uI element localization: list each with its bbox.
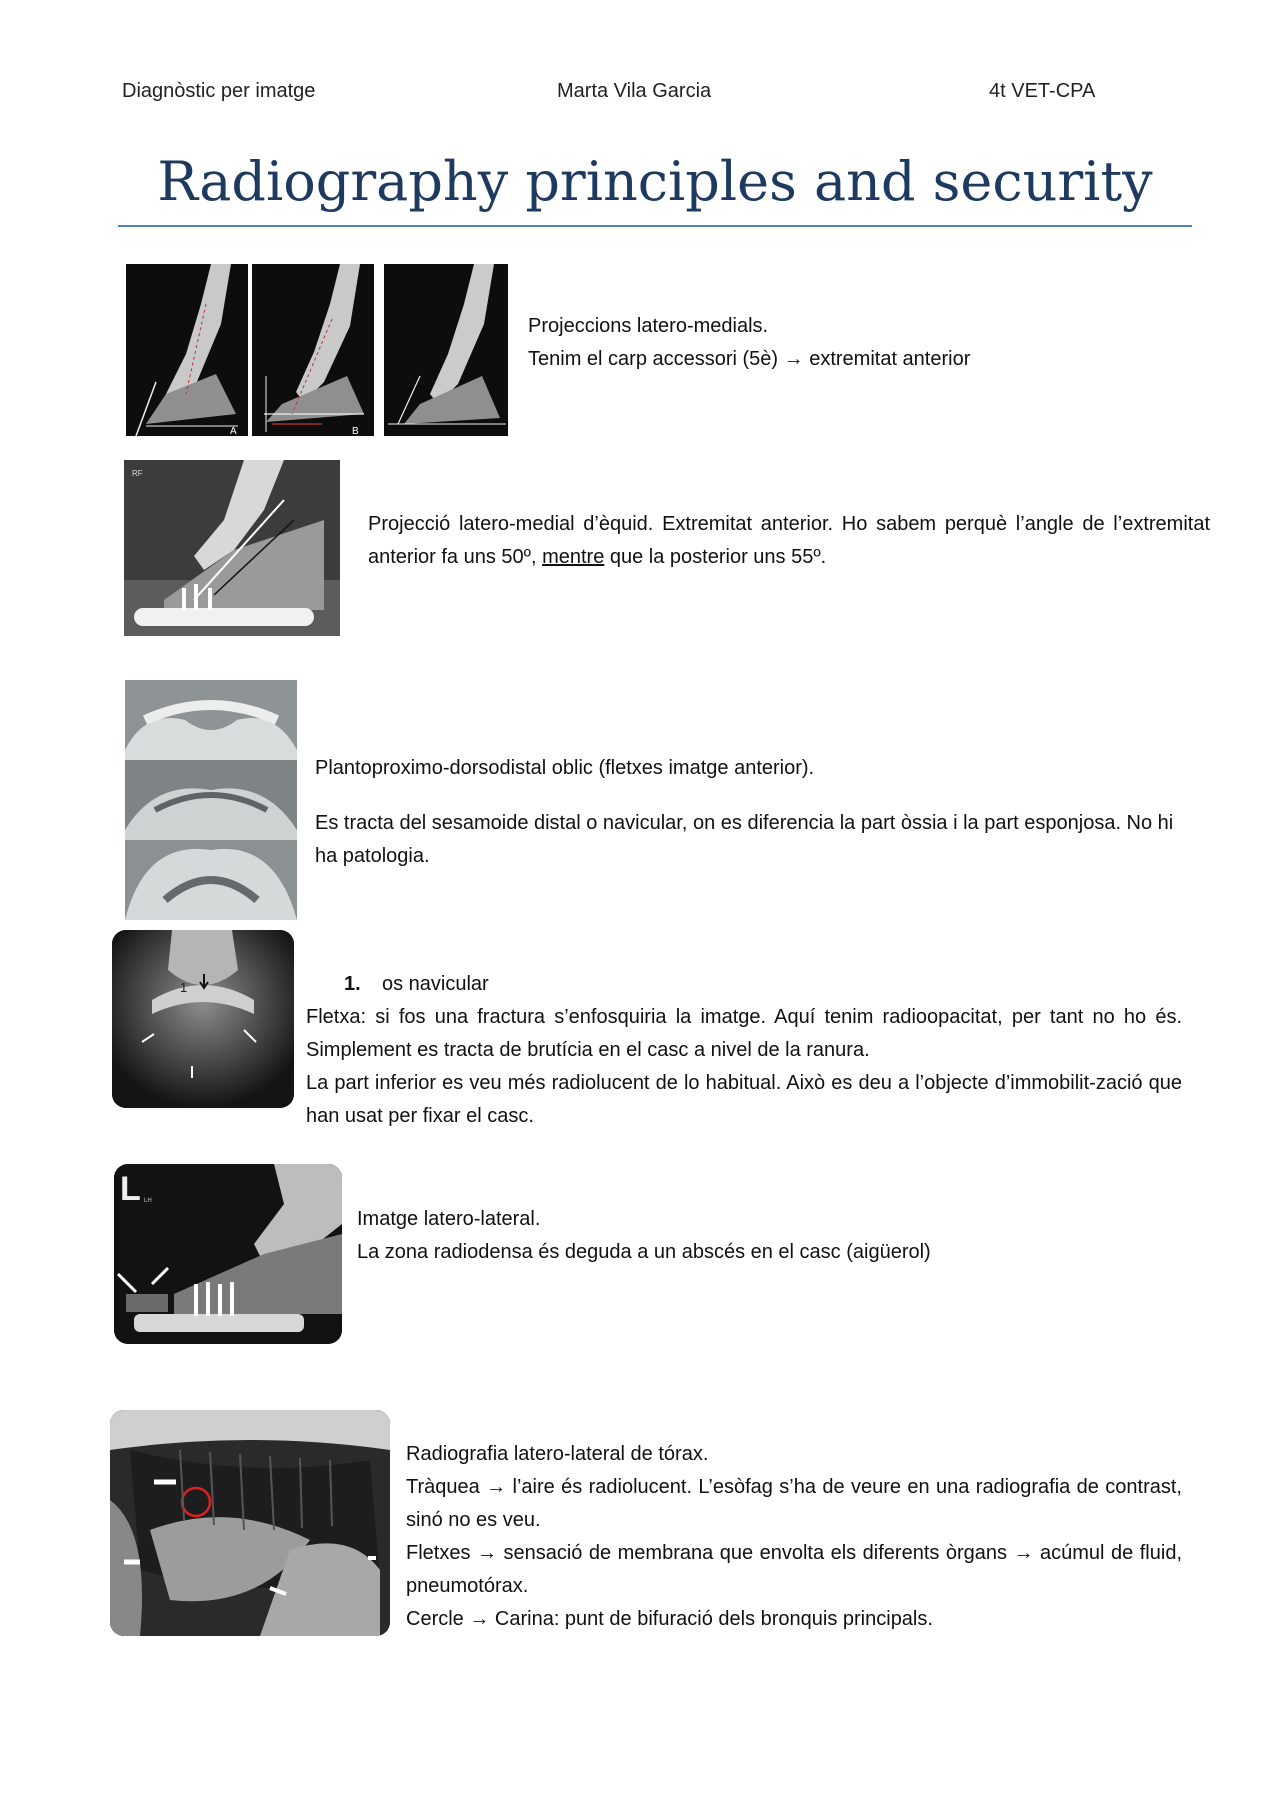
label-b: B — [352, 426, 359, 436]
section4-para1: Fletxa: si fos una fractura s’enfosquiria la imatge. Aquí tenim radioopacitat, per tant no ho és. Simplement es tracta de brutícia en el casc a nivel de la ranura. — [306, 1006, 1182, 1061]
label-rf: RF — [132, 469, 143, 478]
section6-line4: Cercle → Carina: punt de bifuració dels bronquis principals. — [406, 1608, 933, 1630]
page-title: Radiography principles and security — [157, 150, 1153, 213]
xray-hoof-shoe-lateral — [124, 460, 340, 636]
section2-text-after: que la posterior uns 55º. — [604, 546, 827, 568]
label-1: 1 — [180, 980, 188, 995]
section6-line3: Fletxes → sensació de membrana que envolta els diferents òrgans → acúmul de fluid, pneumotórax. — [406, 1542, 1182, 1597]
section3-text — [315, 752, 1195, 873]
label-lh: LH — [144, 1198, 152, 1204]
xray-hoof-lateral-c — [384, 264, 508, 436]
title-divider — [118, 225, 1192, 227]
section2-text — [368, 508, 1210, 574]
list-text: os navicular — [382, 973, 489, 995]
section2-underlined-word: mentre — [542, 546, 605, 568]
xray-navicular-stack — [125, 680, 297, 920]
xray-navicular-dorsal — [112, 930, 294, 1108]
xray-thorax-lateral — [110, 1410, 390, 1636]
header-subject: Diagnòstic per imatge — [122, 80, 316, 102]
section6-line1: Radiografia latero-lateral de tórax. — [406, 1443, 709, 1465]
section1-text — [528, 310, 1168, 376]
section5-line1: Imatge latero-lateral. — [357, 1208, 541, 1230]
section5-text — [357, 1203, 1177, 1269]
section4-para2: La part inferior es veu més radiolucent de lo habitual. Això es deu a l’objecte d’immobilit-zació que han usat per fixar el casc. — [306, 1072, 1182, 1127]
header-author: Marta Vila Garcia — [557, 80, 712, 102]
label-l: L — [120, 1170, 141, 1208]
label-a: A — [230, 426, 237, 436]
section2-text-before: Projecció latero-medial d’èquid. Extremitat anterior. Ho sabem perquè l’angle de l’extremitat anterior fa uns 50º, — [368, 513, 1210, 568]
section6-line2: Tràquea → l’aire és radiolucent. L’esòfag s’ha de veure en una radiografia de contrast, sinó no es veu. — [406, 1476, 1182, 1531]
section1-line2: Tenim el carp accessori (5è) → extremitat anterior — [528, 348, 971, 370]
list-number: 1. — [344, 973, 361, 995]
xray-hoof-lateral-b — [252, 264, 374, 436]
section4-text — [306, 968, 1182, 1133]
section3-line2: Es tracta del sesamoide distal o navicular, on es diferencia la part òssia i la part esponjosa. No hi ha patologia. — [315, 812, 1174, 867]
section5-line2: La zona radiodensa és deguda a un abscés en el casc (aigüerol) — [357, 1241, 931, 1263]
section6-text — [406, 1438, 1182, 1636]
section1-line1: Projeccions latero-medials. — [528, 315, 769, 337]
section3-line1: Plantoproximo-dorsodistal oblic (fletxes imatge anterior). — [315, 757, 815, 779]
xray-hoof-abscess — [114, 1164, 342, 1344]
section4-list-item — [306, 968, 1182, 1001]
header-course: 4t VET-CPA — [989, 80, 1096, 102]
xray-hoof-lateral-a — [126, 264, 248, 436]
